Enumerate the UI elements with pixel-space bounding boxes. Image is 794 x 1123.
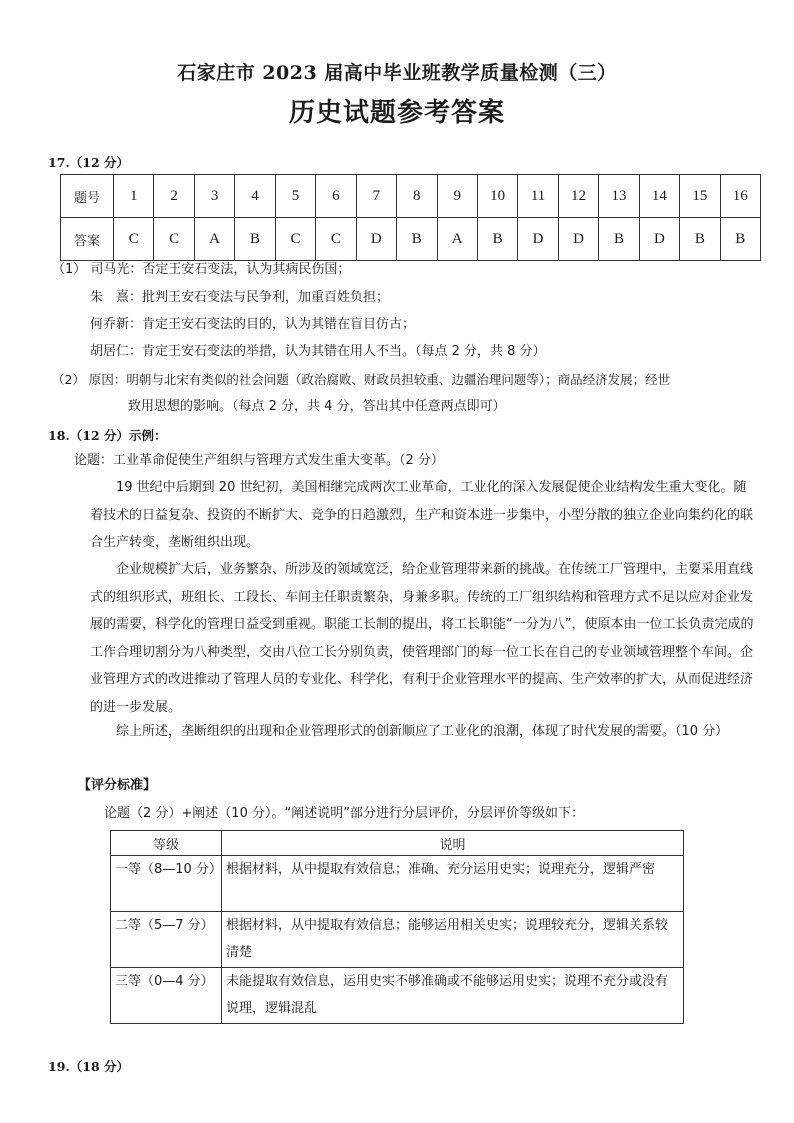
q17-part1-line: 朱 熹：批判王安石变法与民争利，加重百姓负担； — [90, 290, 390, 305]
grade-description: 未能提取有效信息，运用史实不够准确或不能够运用史实；说理不充分或没有说理，逻辑混乱 — [222, 968, 684, 1024]
q17-part2-line: 致用思想的影响。（每点 2 分，共 4 分，答出其中任意两点即可） — [128, 399, 506, 414]
question-number: 4 — [235, 175, 275, 218]
question-number: 2 — [154, 175, 194, 218]
criteria-intro: 论题（2 分）+阐述（10 分）。“阐述说明”部分进行分层评价，分层评价等级如下： — [104, 806, 584, 821]
q18-thesis: 论题：工业革命促使生产组织与管理方式发生重大变革。（2 分） — [74, 453, 444, 468]
q17-part2-line: （2） 原因：明朝与北宋有类似的社会问题（政治腐败、财政员担较重、边疆治理问题等）；商品经济发展；经世 — [52, 372, 671, 387]
question-number: 16 — [720, 175, 760, 218]
answer-cell: B — [477, 218, 517, 261]
grading-row — [111, 912, 684, 968]
answer-cell: C — [316, 218, 356, 261]
question-number: 9 — [437, 175, 477, 218]
answer-table — [60, 174, 761, 261]
answer-cell: B — [599, 218, 639, 261]
answer-cell: B — [235, 218, 275, 261]
q17-part1-line: 胡居仁：肯定王安石变法的举措，认为其错在用人不当。（每点 2 分，共 8 分） — [90, 344, 546, 359]
question-number: 15 — [680, 175, 720, 218]
grading-header-row — [111, 831, 684, 856]
answer-cell: C — [275, 218, 315, 261]
answer-cell: C — [154, 218, 194, 261]
question-number: 8 — [397, 175, 437, 218]
grade-level: 二等（5—7 分） — [111, 912, 222, 968]
grading-standards-table — [110, 830, 684, 1024]
answer-cell: A — [194, 218, 234, 261]
header-description: 说明 — [222, 831, 684, 856]
answer-cell: B — [397, 218, 437, 261]
document-title: 历史试题参考答案 — [288, 98, 505, 128]
answer-cell: A — [437, 218, 477, 261]
grade-description: 根据材料，从中提取有效信息；准确、充分运用史实；说理充分，逻辑严密 — [222, 856, 684, 912]
question-number: 7 — [356, 175, 396, 218]
exam-title: 石家庄市 2023 届高中毕业班教学质量检测（三） — [177, 62, 617, 84]
grading-row — [111, 968, 684, 1024]
question-number: 5 — [275, 175, 315, 218]
question-number: 14 — [639, 175, 679, 218]
answer-cell: B — [680, 218, 720, 261]
question-number-row — [61, 175, 761, 218]
grade-level: 三等（0—4 分） — [111, 968, 222, 1024]
question-number: 11 — [518, 175, 558, 218]
answer-cell: D — [558, 218, 598, 261]
grading-row — [111, 856, 684, 912]
question-number: 6 — [316, 175, 356, 218]
q17-heading: 17.（12 分） — [48, 155, 129, 170]
row-label-number: 题号 — [61, 175, 114, 218]
answer-cell: D — [518, 218, 558, 261]
answer-cell: C — [114, 218, 154, 261]
question-number: 13 — [599, 175, 639, 218]
answer-row — [61, 218, 761, 261]
criteria-heading: 【评分标准】 — [78, 778, 157, 793]
q17-part1-line: 何乔新：肯定王安石变法的目的，认为其错在盲目仿古； — [90, 317, 416, 332]
q19-heading: 19.（18 分） — [48, 1059, 129, 1074]
grade-description: 根据材料，从中提取有效信息；能够运用相关史实；说理较充分，逻辑关系较清楚 — [222, 912, 684, 968]
q18-heading: 18.（12 分）示例： — [48, 428, 167, 443]
answer-cell: D — [356, 218, 396, 261]
question-number: 1 — [114, 175, 154, 218]
question-number: 10 — [477, 175, 517, 218]
q18-paragraph: 企业规模扩大后，业务繁杂、所涉及的领域宽泛，给企业管理带来新的挑战。在传统工厂管理中，主要采用直线式的组织形式，班组长、工段长、车间主任职责繁杂，身兼多职。传统的工厂组织结构和管理方式不足以应对企业发展的需要，科学化的管理日益受到重视。职能工长制的提出，将工长职能“一分为八”，使原本由一位工长负责完成的工作合理切割分为八种类型，交由八位工长分别负责，使管理部门的每一位工长在自己的专业领域管理整个车间。企业管理方式的改进推动了管理人员的专业化、科学化，有利于企业管理水平的提高、生产效率的扩大，从而促进经济的进一步发展。 — [90, 562, 754, 715]
question-number: 3 — [194, 175, 234, 218]
answer-cell: B — [720, 218, 760, 261]
q18-paragraph: 综上所述，垄断组织的出现和企业管理形式的创新顺应了工业化的浪潮，体现了时代发展的需要。（10 分） — [116, 724, 729, 739]
q17-part1-line: （1） 司马光：否定王安石变法，认为其病民伤国； — [52, 262, 351, 277]
header-level: 等级 — [111, 831, 222, 856]
grade-level: 一等（8—10 分） — [111, 856, 222, 912]
row-label-answer: 答案 — [61, 218, 114, 261]
question-number: 12 — [558, 175, 598, 218]
answer-cell: D — [639, 218, 679, 261]
q18-paragraph: 19 世纪中后期到 20 世纪初，美国相继完成两次工业革命，工业化的深入发展促使企业结构发生重大变化。随着技术的日益复杂、投资的不断扩大、竞争的日趋激烈，生产和资本进一步集中，小型分散的独立企业向集约化的联合生产转变，垄断组织出现。 — [90, 480, 754, 550]
